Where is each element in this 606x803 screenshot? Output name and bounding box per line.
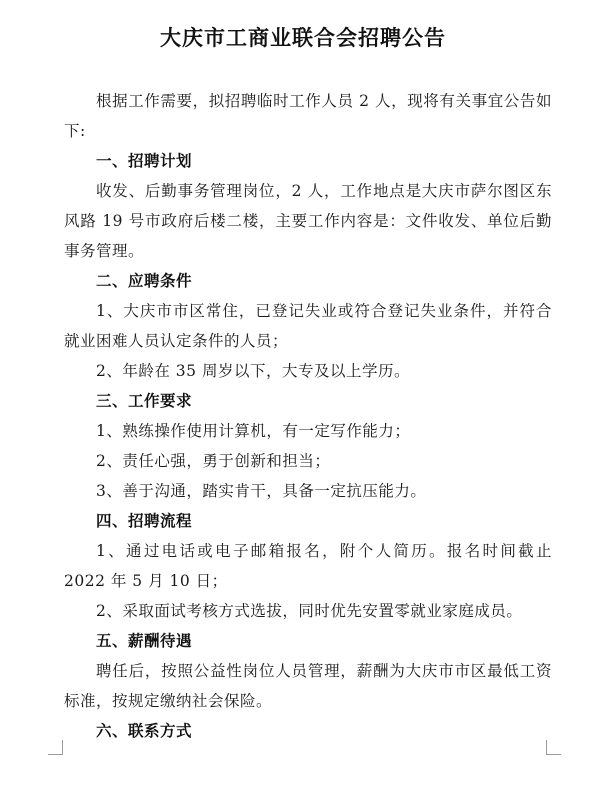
- section-heading-plan: 一、招聘计划: [96, 152, 193, 170]
- paragraph-requirement-2: 2、年龄在 35 周岁以下，大专及以上学历。: [96, 362, 410, 380]
- document-body: [64, 86, 552, 746]
- paragraph-work-1: 1、熟练操作使用计算机，有一定写作能力；: [96, 422, 411, 440]
- paragraph-plan: 收发、后勤事务管理岗位，2 人，工作地点是大庆市萨尔图区东风路 19 号市政府后楼二楼，主要工作内容是：文件收发、单位后勤事务管理。: [64, 182, 552, 260]
- paragraph-requirement-1: 1、大庆市市区常住，已登记失业或符合登记失业条件，并符合就业困难人员认定条件的人员；: [64, 302, 552, 350]
- section-heading-requirements: 二、应聘条件: [96, 272, 193, 290]
- paragraph-work-3: 3、善于沟通，踏实肯干，具备一定抗压能力。: [96, 482, 427, 500]
- page-corner-mark-right: [546, 740, 561, 755]
- section-heading-process: 四、招聘流程: [96, 512, 193, 530]
- paragraph-process-2: 2、采取面试考核方式选拔，同时优先安置零就业家庭成员。: [96, 602, 523, 620]
- page-corner-mark-left: [48, 740, 63, 755]
- section-heading-salary: 五、薪酬待遇: [96, 632, 193, 650]
- paragraph-salary: 聘任后，按照公益性岗位人员管理，薪酬为大庆市市区最低工资标准，按规定缴纳社会保险。: [64, 662, 552, 710]
- intro-paragraph: 根据工作需要，拟招聘临时工作人员 2 人，现将有关事宜公告如下:: [64, 92, 552, 140]
- section-heading-contact: 六、联系方式: [96, 722, 193, 740]
- paragraph-work-2: 2、责任心强，勇于创新和担当；: [96, 452, 331, 470]
- section-heading-work: 三、工作要求: [96, 392, 193, 410]
- paragraph-process-1: 1、通过电话或电子邮箱报名，附个人简历。报名时间截止 2022 年 5 月 10 日；: [64, 542, 552, 590]
- page-title: 大庆市工商业联合会招聘公告: [160, 26, 446, 50]
